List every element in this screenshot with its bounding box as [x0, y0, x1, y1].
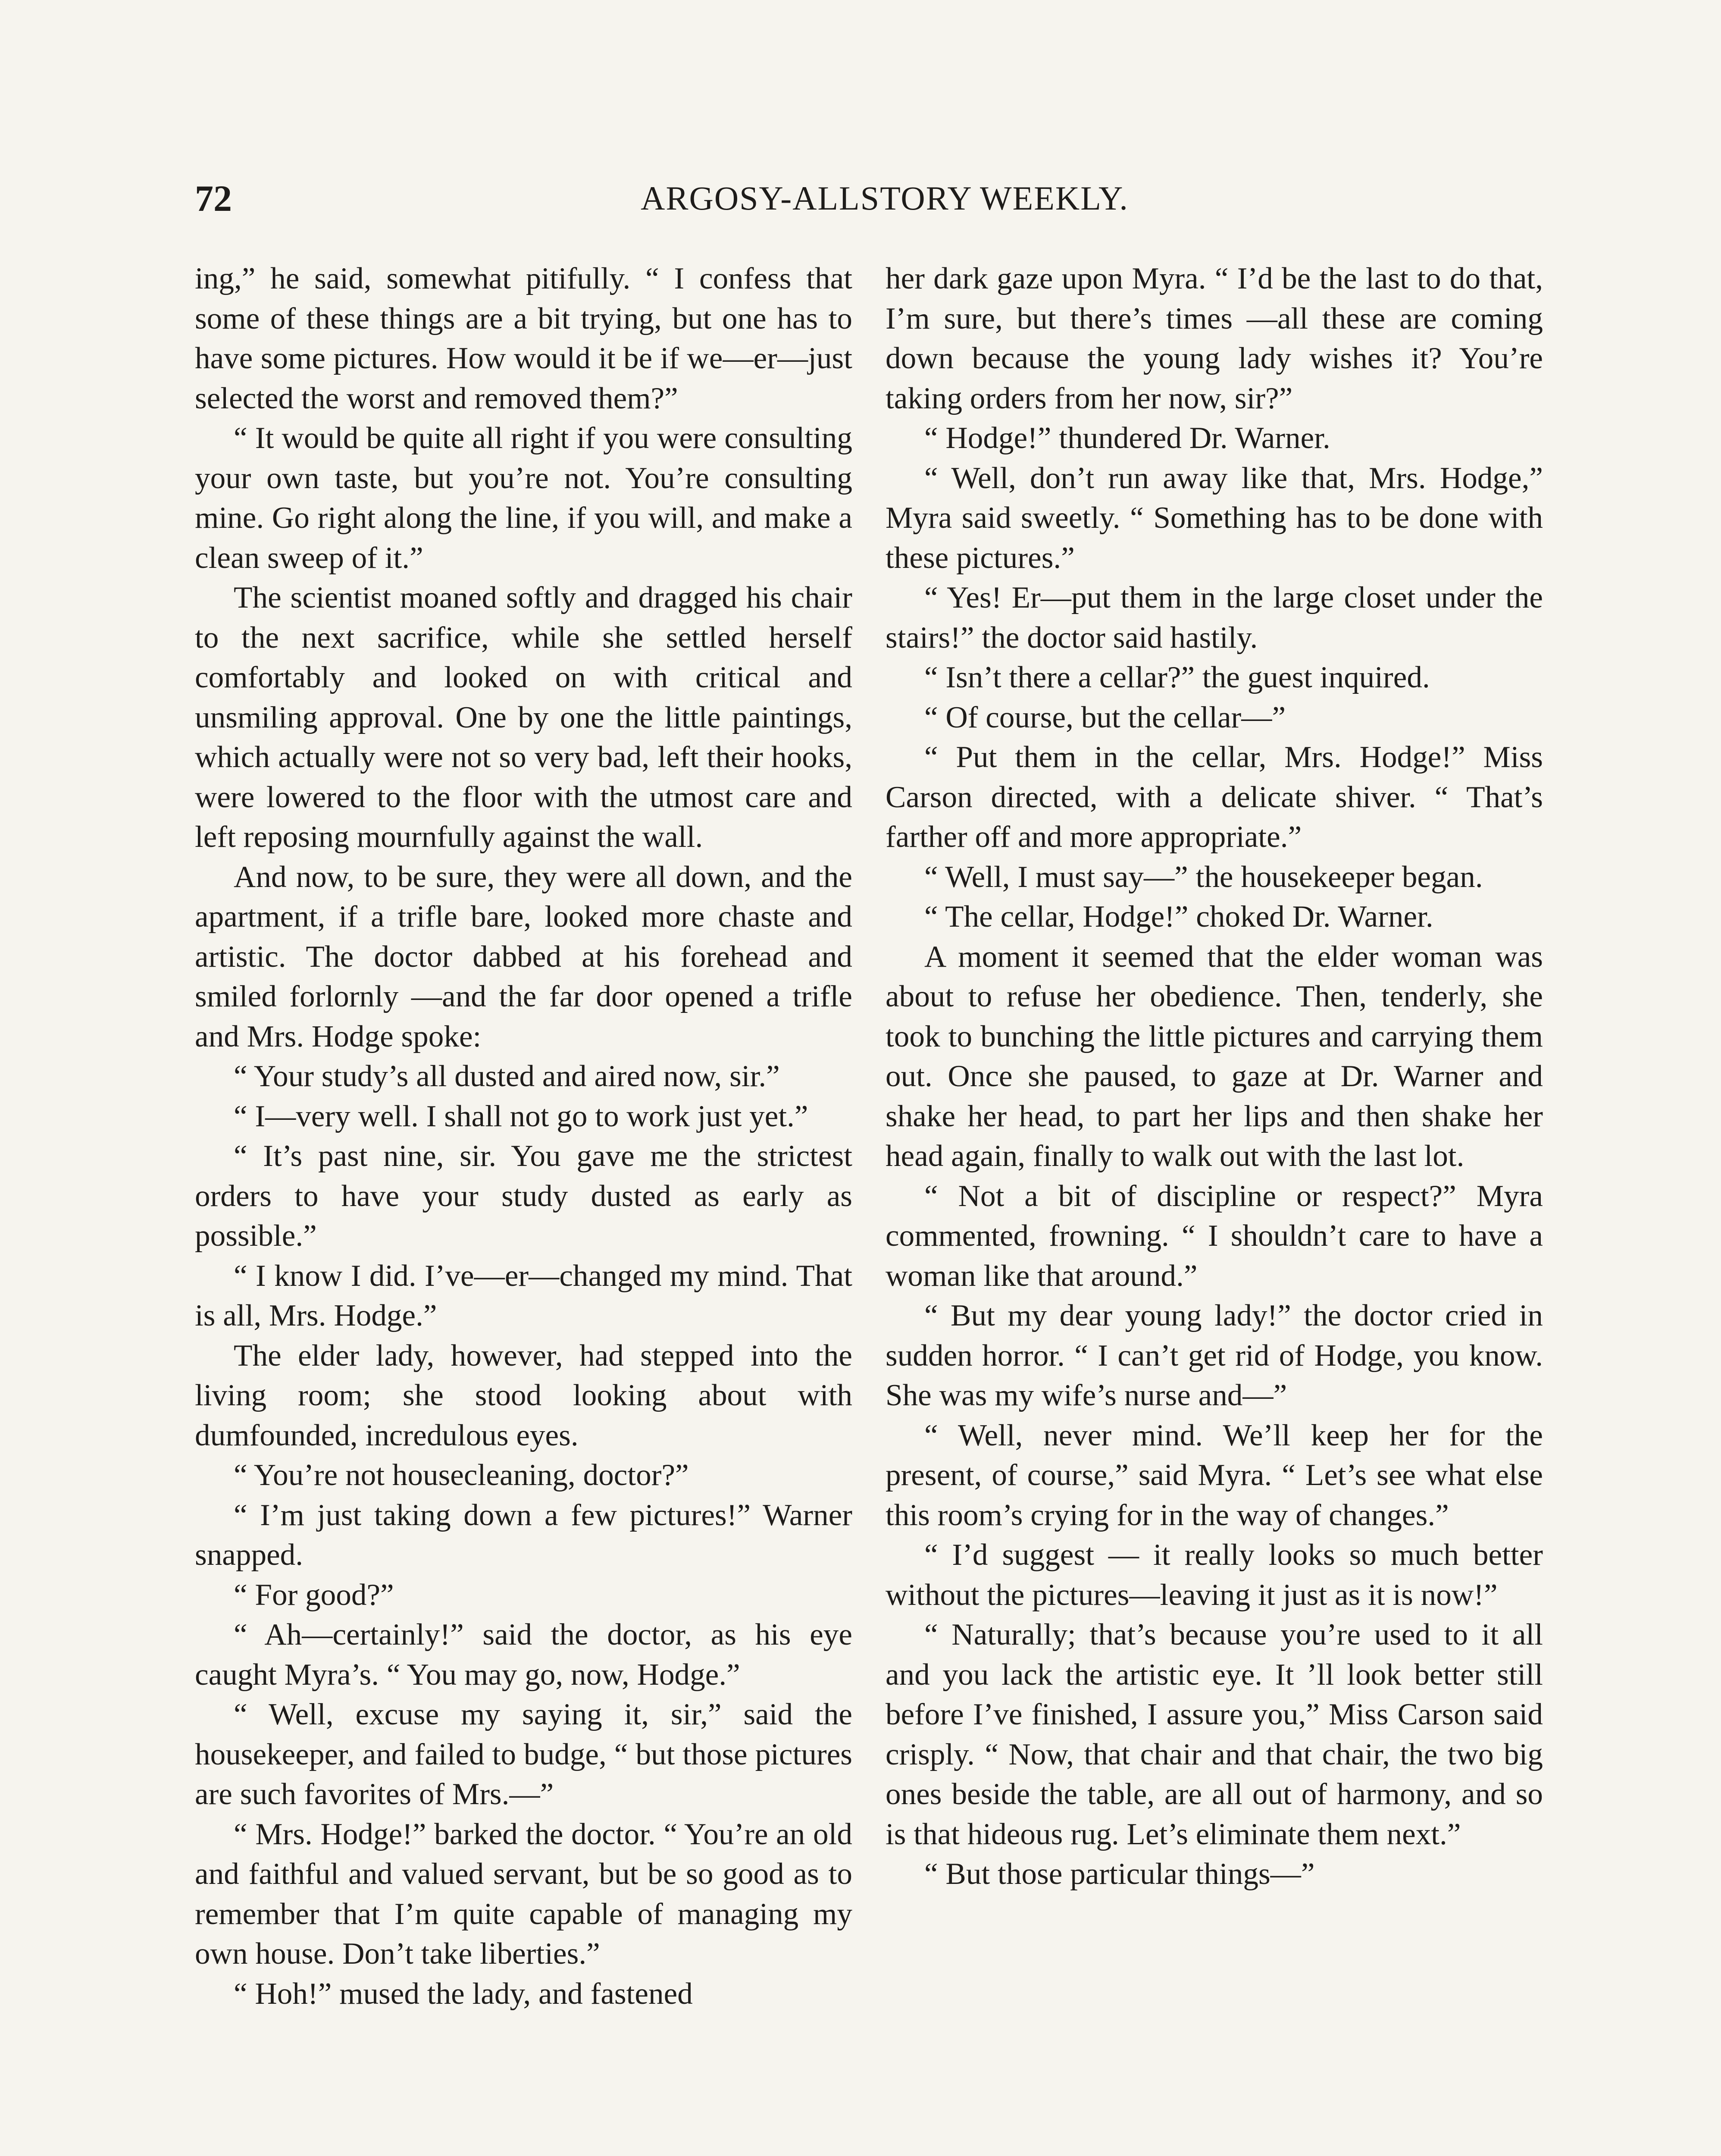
paragraph: “ Not a bit of discipline or respect?” Myra commented, frowning. “ I shouldn’t care to have a woman like that around.”: [886, 1179, 1543, 1293]
paragraph: “ I’d suggest — it really looks so much better without the pictures—leaving it just as it is now!”: [886, 1538, 1543, 1612]
paragraph: “ It would be quite all right if you were consulting your own taste, but you’re not. You’re consulting mine. Go right along the line, if you will, and make a clean sweep of it.”: [195, 421, 852, 575]
left-column: [195, 259, 852, 2014]
paragraph: “ For good?”: [234, 1578, 394, 1612]
paragraph: “ But those particular things—”: [924, 1857, 1315, 1891]
paragraph: “ But my dear young lady!” the doctor cried in sudden horror. “ I can’t get rid of Hodge, you know. She was my wife’s nurse and—”: [886, 1299, 1543, 1412]
page-header: [195, 175, 1574, 222]
paragraph: “ Well, excuse my saying it, sir,” said the housekeeper, and failed to budge, “ but those pictures are such favorites of Mrs.—”: [195, 1698, 852, 1811]
paragraph: “ I’m just taking down a few pictures!” Warner snapped.: [195, 1498, 852, 1572]
paragraph: “ You’re not housecleaning, doctor?”: [234, 1458, 689, 1492]
paragraph: “ I know I did. I’ve—er—changed my mind. That is all, Mrs. Hodge.”: [195, 1259, 852, 1332]
paragraph: “ Put them in the cellar, Mrs. Hodge!” Miss Carson directed, with a delicate shiver. “ That’s farther off and more appropriate.”: [886, 740, 1543, 854]
paragraph: “ Your study’s all dusted and aired now, sir.”: [234, 1059, 780, 1093]
running-title: ARGOSY-ALLSTORY WEEKLY.: [641, 179, 1129, 217]
paragraph: “ Well, never mind. We’ll keep her for the present, of course,” said Myra. “ Let’s see what else this room’s crying for in the way of changes.”: [886, 1418, 1543, 1532]
paragraph: A moment it seemed that the elder woman was about to refuse her obedience. Then, tenderly, she took to bunching the little pictures and carrying them out. Once she paused, to gaze at Dr. Warner and shake her head, to part her lips and then shake her head again, finally to walk out with the last lot.: [886, 940, 1543, 1173]
paragraph: “ The cellar, Hodge!” choked Dr. Warner.: [924, 900, 1433, 934]
paragraph: ing,” he said, somewhat pitifully. “ I confess that some of these things are a bit trying, but one has to have some pictures. How would it be if we—er—just selected the worst and removed them?”: [195, 262, 852, 415]
paragraph: “ Hodge!” thundered Dr. Warner.: [924, 421, 1330, 455]
paragraph: “ Mrs. Hodge!” barked the doctor. “ You’re an old and faithful and valued servant, but be so good as to remember that I’m quite capable of managing my own house. Don’t take liberties.”: [195, 1817, 852, 1971]
paragraph: “ Isn’t there a cellar?” the guest inquired.: [924, 661, 1430, 694]
paragraph: her dark gaze upon Myra. “ I’d be the last to do that, I’m sure, but there’s times —all these are coming down because the young lady wishes it? You’re taking orders from her now, sir?”: [886, 262, 1543, 415]
paragraph: “ Naturally; that’s because you’re used to it all and you lack the artistic eye. It ’ll look better still before I’ve finished, I assure you,” Miss Carson said crisply. “ Now, that chair and that chair, the two big ones beside the table, are all out of harmony, and so is that hideous rug. Let’s eliminate them next.”: [886, 1618, 1543, 1851]
paragraph: The elder lady, however, had stepped into the living room; she stood looking about with dumfounded, incredulous eyes.: [195, 1338, 852, 1452]
paragraph: And now, to be sure, they were all down, and the apartment, if a trifle bare, looked more chaste and artistic. The doctor dabbed at his forehead and smiled forlornly —and the far door opened a trifle and Mrs. Hodge spoke:: [195, 860, 852, 1053]
paragraph: “ I—very well. I shall not go to work just yet.”: [234, 1099, 808, 1133]
right-column: [886, 259, 1543, 1894]
paragraph: The scientist moaned softly and dragged his chair to the next sacrifice, while she settled herself comfortably and looked on with critical and unsmiling approval. One by one the little paintings, which actually were not so very bad, left their hooks, were lowered to the floor with the utmost care and left reposing mournfully against the wall.: [195, 581, 852, 854]
paragraph: “ Hoh!” mused the lady, and fastened: [234, 1977, 693, 2011]
paragraph: “ Well, don’t run away like that, Mrs. Hodge,” Myra said sweetly. “ Something has to be done with these pictures.”: [886, 461, 1543, 575]
page-number: 72: [195, 178, 232, 219]
paragraph: “ Well, I must say—” the housekeeper began.: [924, 860, 1483, 894]
paragraph: “ Of course, but the cellar—”: [924, 700, 1286, 734]
paragraph: “ Yes! Er—put them in the large closet under the stairs!” the doctor said hastily.: [886, 581, 1543, 655]
paragraph: “ Ah—certainly!” said the doctor, as his eye caught Myra’s. “ You may go, now, Hodge.”: [195, 1618, 852, 1692]
paragraph: “ It’s past nine, sir. You gave me the strictest orders to have your study dusted as early as possible.”: [195, 1139, 852, 1253]
